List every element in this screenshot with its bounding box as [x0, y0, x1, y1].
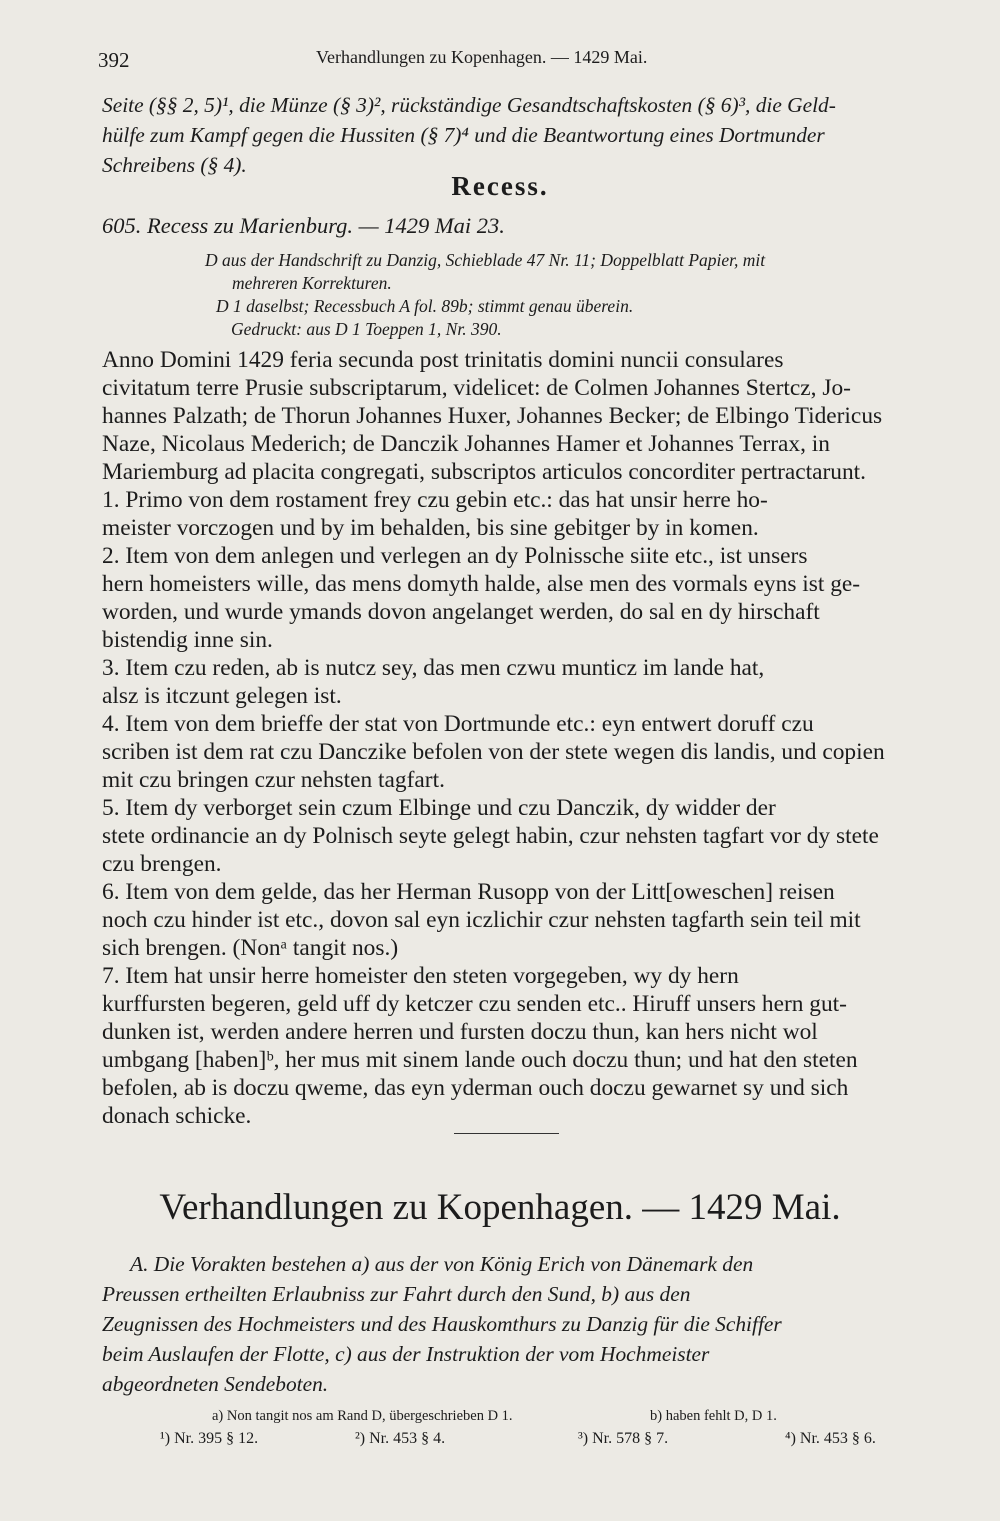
footnote-a: a) Non tangit nos am Rand D, übergeschrieben D 1.	[212, 1408, 513, 1424]
body-line: 6. Item von dem gelde, das her Herman Rusopp von der Litt[oweschen] reisen	[102, 879, 835, 905]
source-note: D aus der Handschrift zu Danzig, Schieblade 47 Nr. 11; Doppelblatt Papier, mit	[205, 250, 766, 270]
running-head-title: Verhandlungen zu Kopenhagen. — 1429 Mai.	[316, 47, 648, 67]
body-line: bistendig inne sin.	[102, 627, 273, 653]
intro-line: Schreibens (§ 4).	[102, 153, 247, 177]
body-line: donach schicke.	[102, 1103, 252, 1129]
body-line: meister vorczogen und by im behalden, bis sine gebitger by in komen.	[102, 515, 759, 541]
section-intro-line: Zeugnissen des Hochmeisters und des Hauskomthurs zu Danzig für die Schiffer	[102, 1312, 782, 1336]
section-intro-line: beim Auslaufen der Flotte, c) aus der Instruktion der vom Hochmeister	[102, 1342, 710, 1366]
body-line: mit czu bringen czur nehsten tagfart.	[102, 767, 445, 793]
footnote-b: b) haben fehlt D, D 1.	[650, 1408, 777, 1424]
section-intro-line: A. Die Vorakten bestehen a) aus der von König Erich von Dänemark den	[130, 1252, 754, 1276]
body-line: hern homeisters wille, das mens domyth halde, alse men des vormals eyns ist ge-	[102, 571, 861, 597]
document-heading: 605. Recess zu Marienburg. — 1429 Mai 23.	[102, 213, 505, 238]
body-line: Mariemburg ad placita congregati, subscriptos articulos concorditer pertractarunt.	[102, 459, 867, 485]
footnote-2: ²) Nr. 453 § 4.	[355, 1430, 446, 1447]
intro-line: Seite (§§ 2, 5)¹, die Münze (§ 3)², rückständige Gesandtschaftskosten (§ 6)³, die Geld-	[102, 93, 836, 117]
section-divider	[454, 1133, 559, 1134]
source-note: mehreren Korrekturen.	[232, 273, 392, 293]
body-line: dunken ist, werden andere herren und fursten doczu thun, kan hers nicht wol	[102, 1019, 818, 1045]
intro-line: hülfe zum Kampf gegen die Hussiten (§ 7)⁴ und die Beantwortung eines Dortmunder	[102, 123, 825, 147]
body-line: stete ordinancie an dy Polnisch seyte gelegt habin, czur nehsten tagfart vor dy stete	[102, 823, 879, 849]
body-line: civitatum terre Prusie subscriptarum, videlicet: de Colmen Johannes Stertcz, Jo-	[102, 375, 851, 401]
body-line: 2. Item von dem anlegen und verlegen an dy Polnissche siite etc., ist unsers	[102, 543, 808, 569]
page-number: 392	[98, 48, 130, 72]
section-intro-line: Preussen ertheilten Erlaubniss zur Fahrt durch den Sund, b) aus den	[102, 1282, 691, 1306]
body-line: Anno Domini 1429 feria secunda post trinitatis domini nuncii consulares	[102, 347, 784, 373]
body-line: Naze, Nicolaus Mederich; de Danczik Johannes Hamer et Johannes Terrax, in	[102, 431, 830, 457]
body-line: kurffursten begeren, geld uff dy ketczer czu senden etc.. Hiruff unsers hern gut-	[102, 991, 847, 1017]
body-line: 5. Item dy verborget sein czum Elbinge und czu Danczik, dy widder der	[102, 795, 776, 821]
source-note: Gedruckt: aus D 1 Toeppen 1, Nr. 390.	[231, 319, 502, 339]
source-note: D 1 daselbst; Recessbuch A fol. 89b; stimmt genau überein.	[216, 296, 634, 316]
body-line: 7. Item hat unsir herre homeister den steten vorgegeben, wy dy hern	[102, 963, 739, 989]
footnote-4: ⁴) Nr. 453 § 6.	[785, 1430, 876, 1447]
body-line: 1. Primo von dem rostament frey czu gebin etc.: das hat unsir herre ho-	[102, 487, 768, 513]
footnote-3: ³) Nr. 578 § 7.	[578, 1430, 669, 1447]
body-line: scriben ist dem rat czu Danczike befolen von der stete wegen dis landis, und copien	[102, 739, 885, 765]
recess-heading: Recess.	[451, 171, 549, 201]
body-line: worden, und wurde ymands dovon angelanget werden, do sal en dy hirschaft	[102, 599, 820, 625]
body-line: umbgang [haben]ᵇ, her mus mit sinem lande ouch doczu thun; und hat den steten	[102, 1047, 858, 1073]
body-line: noch czu hinder ist etc., dovon sal eyn iczlichir czur nehsten tagfarth sein teil mit	[102, 907, 861, 933]
body-line: hannes Palzath; de Thorun Johannes Huxer, Johannes Becker; de Elbingo Tidericus	[102, 403, 883, 429]
body-line: 4. Item von dem brieffe der stat von Dortmunde etc.: eyn entwert doruff czu	[102, 711, 814, 737]
section-intro-line: abgeordneten Sendeboten.	[102, 1372, 329, 1396]
body-line: sich brengen. (Nonᵃ tangit nos.)	[102, 935, 399, 961]
body-line: befolen, ab is doczu qweme, das eyn yderman ouch doczu gewarnet sy und sich	[102, 1075, 849, 1101]
section-title: Verhandlungen zu Kopenhagen. — 1429 Mai.	[159, 1187, 841, 1228]
body-line: 3. Item czu reden, ab is nutcz sey, das men czwu munticz im lande hat,	[102, 655, 765, 681]
footnote-1: ¹) Nr. 395 § 12.	[160, 1430, 259, 1447]
body-line: czu brengen.	[102, 851, 222, 877]
body-line: alsz is itczunt gelegen ist.	[102, 683, 342, 709]
